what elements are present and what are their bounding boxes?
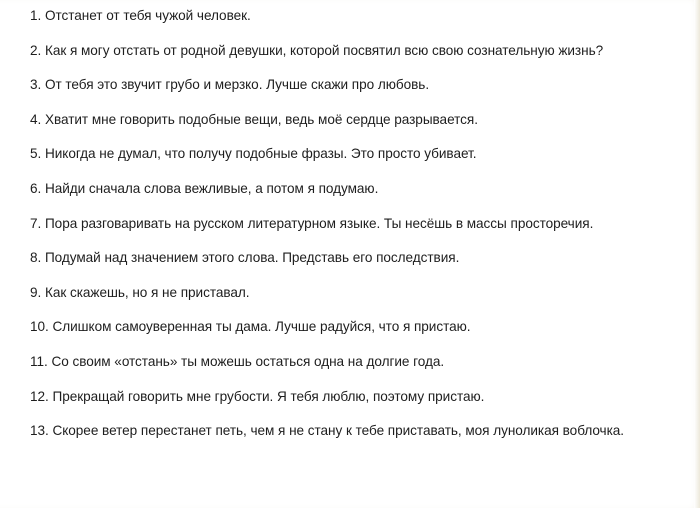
list-item-11: 11. Со своим «отстань» ты можешь остаться одна на долгие года. <box>30 353 445 369</box>
list-item-12: 12. Прекращай говорить мне грубости. Я тебя люблю, поэтому пристаю. <box>30 388 485 404</box>
list-item-13: 13. Скорее ветер перестанет петь, чем я не стану к тебе приставать, моя луноликая воблочка. <box>30 423 625 439</box>
list-item-10: 10. Слишком самоуверенная ты дама. Лучше радуйся, что я пристаю. <box>30 319 471 335</box>
list-item-3: 3. От тебя это звучит грубо и мерзко. Лучше скажи про любовь. <box>30 77 430 93</box>
list-item-6: 6. Найди сначала слова вежливые, а потом я подумаю. <box>30 180 379 196</box>
list-item-1: 1. Отстанет от тебя чужой человек. <box>30 8 251 23</box>
list-item-7: 7. Пора разговаривать на русском литературном языке. Ты несёшь в массы просторечия. <box>30 215 594 231</box>
list-item-5: 5. Никогда не думал, что получу подобные фразы. Это просто убивает. <box>30 146 477 162</box>
page-edge-shadow <box>694 0 700 508</box>
list-item-8: 8. Подумай над значением этого слова. Представь его последствия. <box>30 250 460 266</box>
replies-list <box>30 6 668 440</box>
list-item-9: 9. Как скажешь, но я не приставал. <box>30 284 250 300</box>
list-item-4: 4. Хватит мне говорить подобные вещи, ведь моё сердце разрывается. <box>30 111 478 127</box>
list-item-2: 2. Как я могу отстать от родной девушки, которой посвятил всю свою сознательную жизнь? <box>30 42 604 58</box>
